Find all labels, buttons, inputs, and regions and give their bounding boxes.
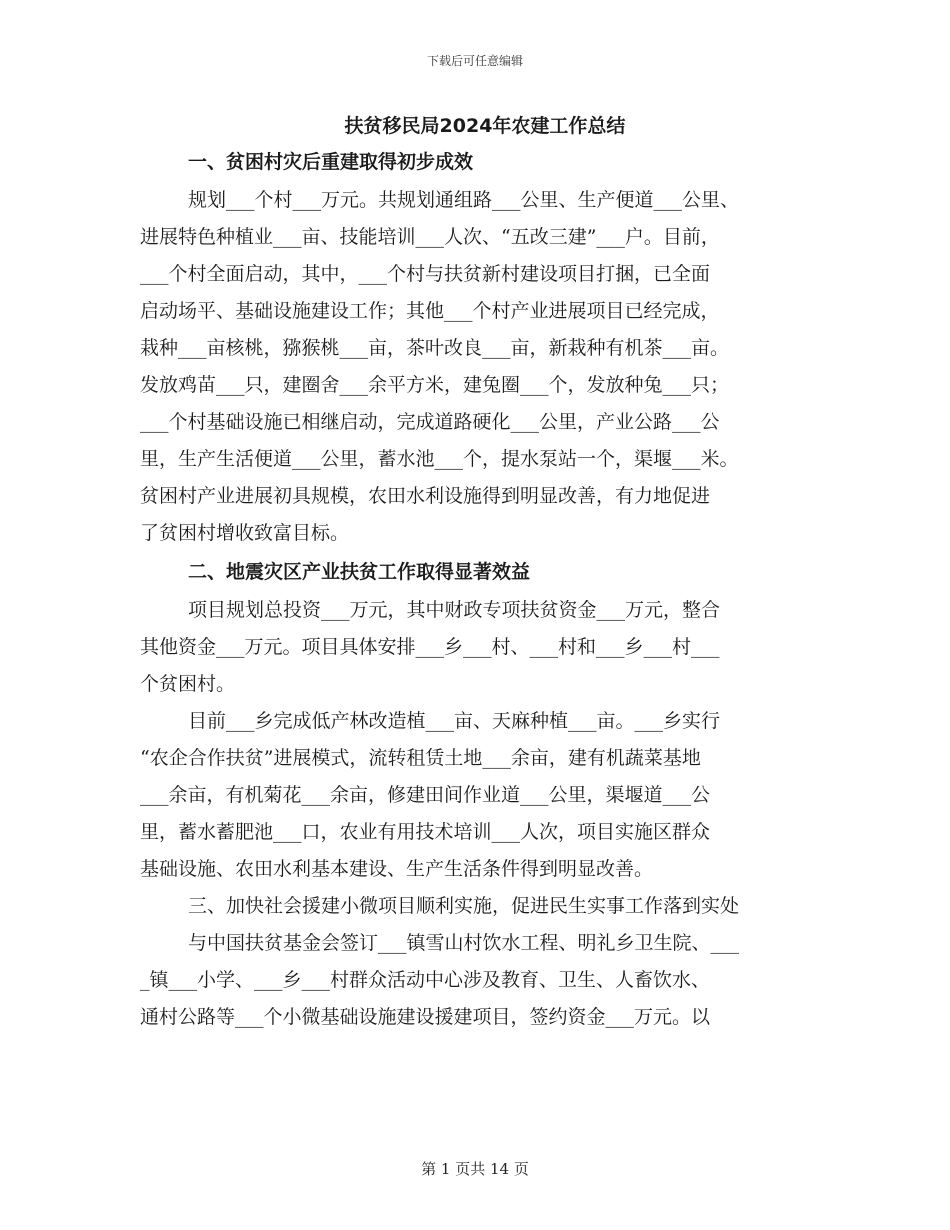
paragraph-line: 项目规划总投资___万元，其中财政专项扶贫资金___万元，整合 — [188, 599, 721, 621]
paragraph-line: 启动场平、基础设施建设工作；其他___个村产业进展项目已经完成， — [140, 300, 720, 322]
paragraph-line: 基础设施、农田水利基本建设、生产生活条件得到明显改善。 — [140, 858, 654, 880]
paragraph-line: 其他资金___万元。项目具体安排___乡___村、___村和___乡___村___ — [140, 636, 720, 658]
paragraph-line: 了贫困村增收致富目标。 — [140, 522, 350, 544]
section3-heading: 三、加快社会援建小微项目顺利实施，促进民生实事工作落到实处 — [188, 895, 740, 917]
paragraph-line: “农企合作扶贫”进展模式，流转租赁土地___余亩，建有机蔬菜基地 — [140, 747, 701, 769]
paragraph-line: 进展特色种植业___亩、技能培训___人次、“五改三建”___户。目前， — [140, 226, 720, 248]
section2-paragraph-1 — [140, 592, 830, 703]
paragraph-line: ___余亩，有机菊花___余亩，修建田间作业道___公里，渠堰道___公 — [140, 784, 711, 806]
paragraph-line: 里，蓄水蓄肥池___口，农业有用技术培训___人次，项目实施区群众 — [140, 821, 711, 843]
section1-heading: 一、贫困村灾后重建取得初步成效 — [188, 151, 474, 173]
paragraph-line: 栽种___亩核桃，猕猴桃___亩，茶叶改良___亩，新栽种有机茶___亩。 — [140, 337, 730, 359]
paragraph-line: 里，生产生活便道___公里，蓄水池___个，提水泵站一个，渠堰___米。 — [140, 448, 739, 470]
section3-paragraph-1 — [140, 925, 830, 1036]
paragraph-line: 发放鸡苗___只，建圈舍___余平方米，建兔圈___个，发放种兔___只； — [140, 374, 730, 396]
section1-paragraph — [140, 182, 830, 552]
paragraph-line: ___个村全面启动，其中，___个村与扶贫新村建设项目打捆，已全面 — [140, 263, 711, 285]
paragraph-line: 与中国扶贫基金会签订___镇雪山村饮水工程、明礼乡卫生院、___ — [188, 932, 740, 954]
paragraph-line: _镇___小学、___乡___村群众活动中心涉及教育、卫生、人畜饮水、 — [140, 969, 711, 991]
paragraph-line: 规划___个村___万元。共规划通组路___公里、生产便道___公里、 — [188, 189, 740, 211]
document-body — [140, 110, 830, 1036]
paragraph-line: 贫困村产业进展初具规模，农田水利设施得到明显改善，有力地促进 — [140, 485, 711, 507]
paragraph-line: 通村公路等___个小微基础设施建设援建项目，签约资金___万元。以 — [140, 1006, 711, 1028]
section2-paragraph-2 — [140, 703, 830, 888]
paragraph-line: 目前___乡完成低产林改造植___亩、天麻种植___亩。___乡实行 — [188, 710, 721, 732]
section2-heading: 二、地震灾区产业扶贫工作取得显著效益 — [188, 561, 531, 583]
paragraph-line: ___个村基础设施已相继启动，完成道路硬化___公里，产业公路___公 — [140, 411, 720, 433]
paragraph-line: 个贫困村。 — [140, 673, 236, 695]
download-note: 下载后可任意编辑 — [426, 54, 523, 68]
page-number: 第 1 页共 14 页 — [421, 1160, 529, 1178]
document-title: 扶贫移民局2024年农建工作总结 — [344, 115, 626, 137]
